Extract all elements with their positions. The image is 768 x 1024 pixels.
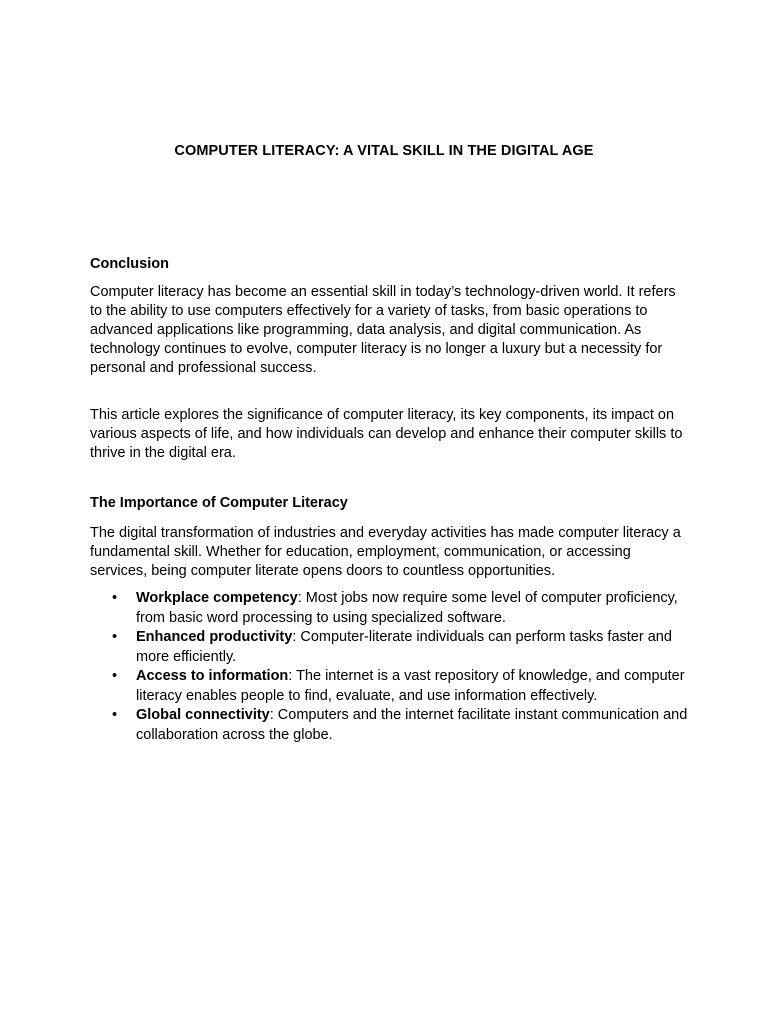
document-body	[90, 255, 690, 745]
document-title: COMPUTER LITERACY: A VITAL SKILL IN THE DIGITAL AGE	[174, 143, 594, 159]
importance-paragraph: The digital transformation of industries and everyday activities has made computer literacy a fundamental skill. Whether for education, employment, communication, or accessing services, being computer literate opens doors to countless opportunities.	[90, 525, 681, 579]
list-item	[90, 628, 690, 667]
bullet-text: : Computers and the internet facilitate instant communication and collaboration across the globe.	[136, 707, 688, 743]
list-item	[90, 589, 690, 628]
bullet-text: : Most jobs now require some level of computer proficiency, from basic word processing to using specialized software.	[136, 590, 678, 626]
bullet-text: : Computer-literate individuals can perform tasks faster and more efficiently.	[136, 629, 672, 665]
bullet-term: Workplace competency	[136, 590, 298, 606]
bullet-icon: •	[112, 707, 118, 723]
list-item	[90, 667, 690, 706]
importance-heading: The Importance of Computer Literacy	[90, 495, 348, 511]
importance-bullet-list	[90, 589, 690, 745]
bullet-icon: •	[112, 668, 118, 684]
list-item	[90, 706, 690, 745]
bullet-term: Enhanced productivity	[136, 629, 293, 645]
bullet-term: Access to information	[136, 668, 289, 684]
bullet-text: : The internet is a vast repository of knowledge, and computer literacy enables people to find, evaluate, and use information effectively.	[136, 668, 685, 704]
bullet-icon: •	[112, 590, 118, 606]
article-overview-paragraph: This article explores the significance of computer literacy, its key components, its impact on various aspects of life, and how individuals can develop and enhance their computer skills to thrive in the digital era.	[90, 407, 683, 461]
bullet-icon: •	[112, 629, 118, 645]
bullet-term: Global connectivity	[136, 707, 270, 723]
conclusion-paragraph: Computer literacy has become an essential skill in today’s technology-driven world. It refers to the ability to use computers effectively for a variety of tasks, from basic operations to advanced applications like programming, data analysis, and digital communication. As technology continues to evolve, computer literacy is no longer a luxury but a necessity for personal and professional success.	[90, 284, 676, 376]
conclusion-heading: Conclusion	[90, 256, 169, 272]
